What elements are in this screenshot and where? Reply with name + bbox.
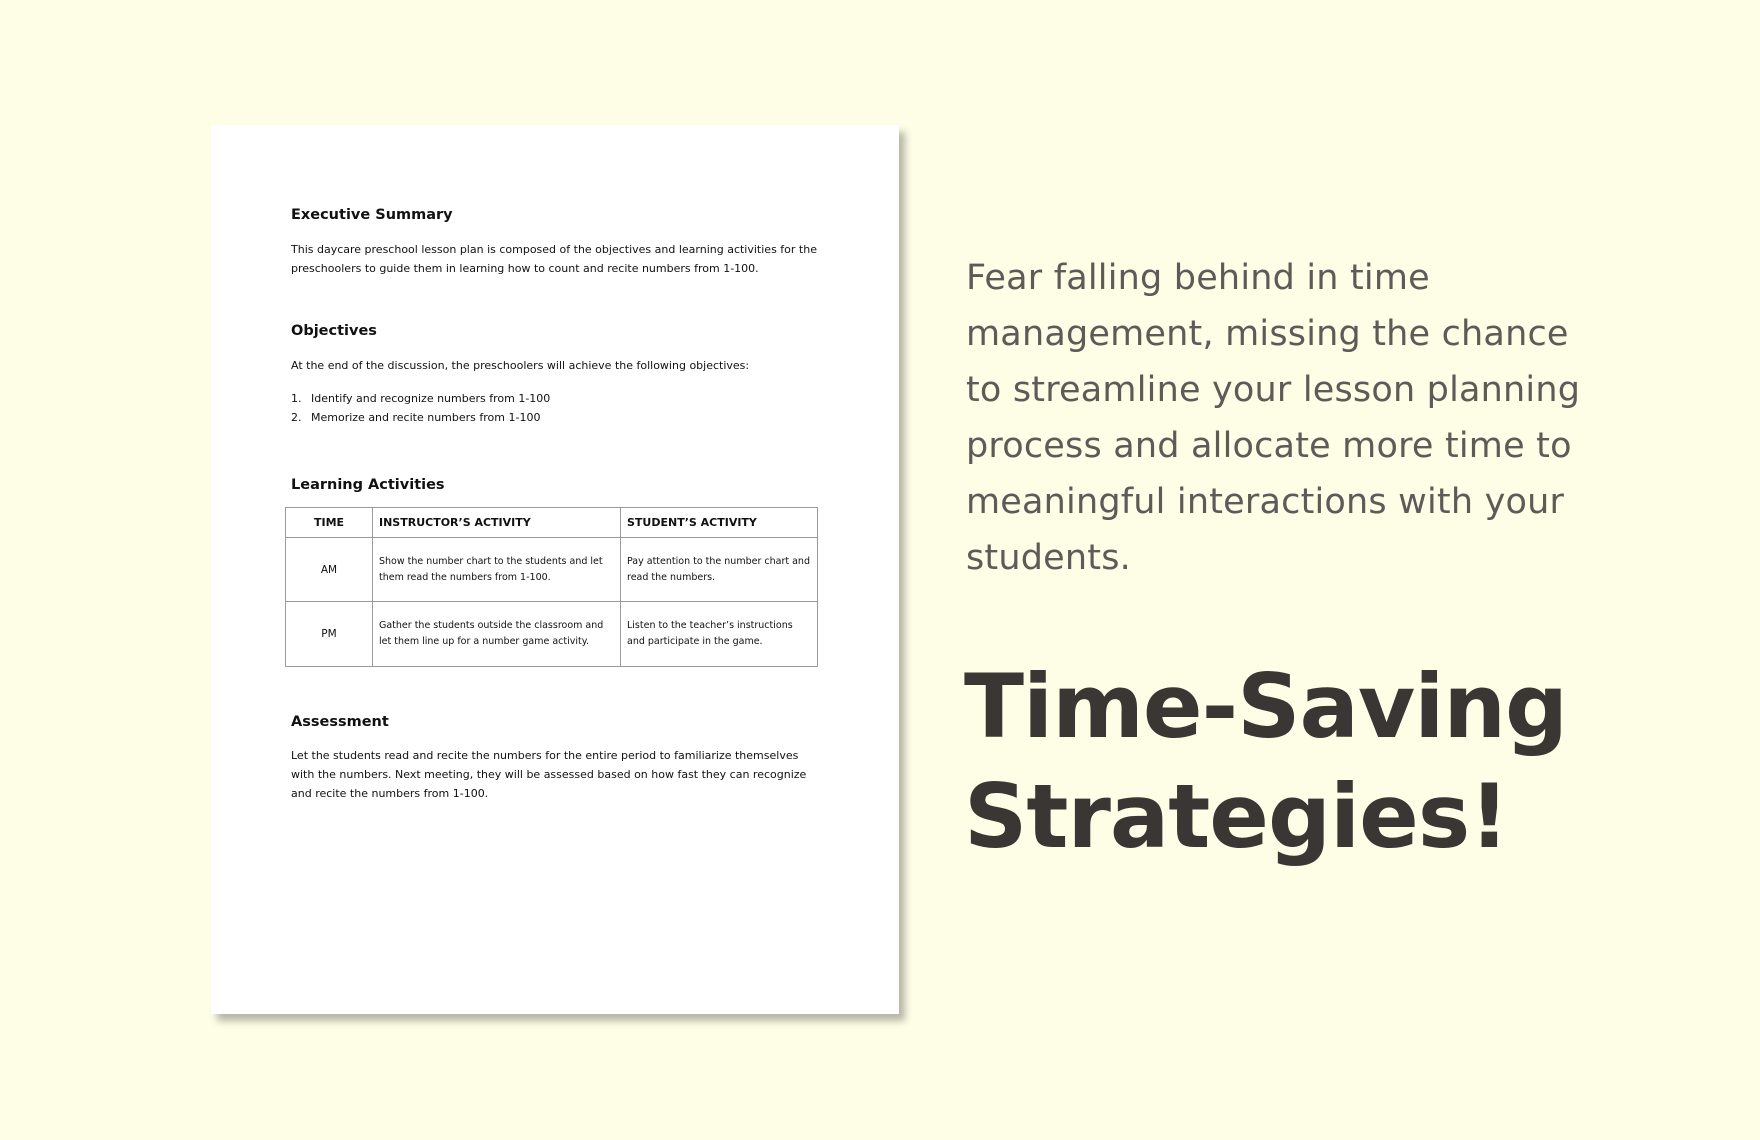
promo-tagline: Fear falling behind in time management, missing the chance to streamline your lesson planning process and allocate more time to meaningful interactions with your students. xyxy=(966,258,1581,578)
cell-student-activity: Pay attention to the number chart and read the numbers. xyxy=(621,538,818,602)
cell-student-activity: Listen to the teacher’s instructions and participate in the game. xyxy=(621,602,818,667)
cell-time: AM xyxy=(286,538,373,602)
objective-number: 1. xyxy=(291,392,302,405)
cell-instructor-activity: Show the number chart to the students and let them read the numbers from 1-100. xyxy=(373,538,621,602)
objective-text: Memorize and recite numbers from 1-100 xyxy=(311,411,541,424)
executive-summary-heading: Executive Summary xyxy=(291,207,453,223)
learning-activities-table xyxy=(285,507,818,667)
table-row xyxy=(286,538,818,602)
column-header-student: STUDENT’S ACTIVITY xyxy=(621,508,818,538)
objective-text: Identify and recognize numbers from 1-100 xyxy=(311,392,551,405)
document-content xyxy=(291,207,823,803)
column-header-instructor: INSTRUCTOR’S ACTIVITY xyxy=(373,508,621,538)
column-header-time: TIME xyxy=(286,508,373,538)
assessment-heading: Assessment xyxy=(291,714,389,730)
learning-activities-heading: Learning Activities xyxy=(291,477,445,493)
objectives-heading: Objectives xyxy=(291,323,377,339)
table-header-row xyxy=(286,508,818,538)
objectives-list xyxy=(291,389,823,427)
promo-text-block xyxy=(966,250,1606,586)
executive-summary-text: This daycare preschool lesson plan is composed of the objectives and learning activities for the preschoolers to guide them in learning how to count and recite numbers from 1-100. xyxy=(291,243,817,275)
assessment-text: Let the students read and recite the numbers for the entire period to familiarize themselves with the numbers. Next meeting, they will be assessed based on how fast they can recognize and recite the numbers from 1-100. xyxy=(291,749,807,800)
objective-item xyxy=(291,408,823,427)
promo-headline: Time-Saving Strategies! xyxy=(964,655,1568,868)
table-row xyxy=(286,602,818,667)
cell-instructor-activity: Gather the students outside the classroom and let them line up for a number game activity. xyxy=(373,602,621,667)
objectives-intro: At the end of the discussion, the preschoolers will achieve the following objectives: xyxy=(291,359,750,372)
objective-number: 2. xyxy=(291,411,302,424)
lesson-plan-document xyxy=(211,125,899,1014)
cell-time: PM xyxy=(286,602,373,667)
objective-item xyxy=(291,389,823,408)
